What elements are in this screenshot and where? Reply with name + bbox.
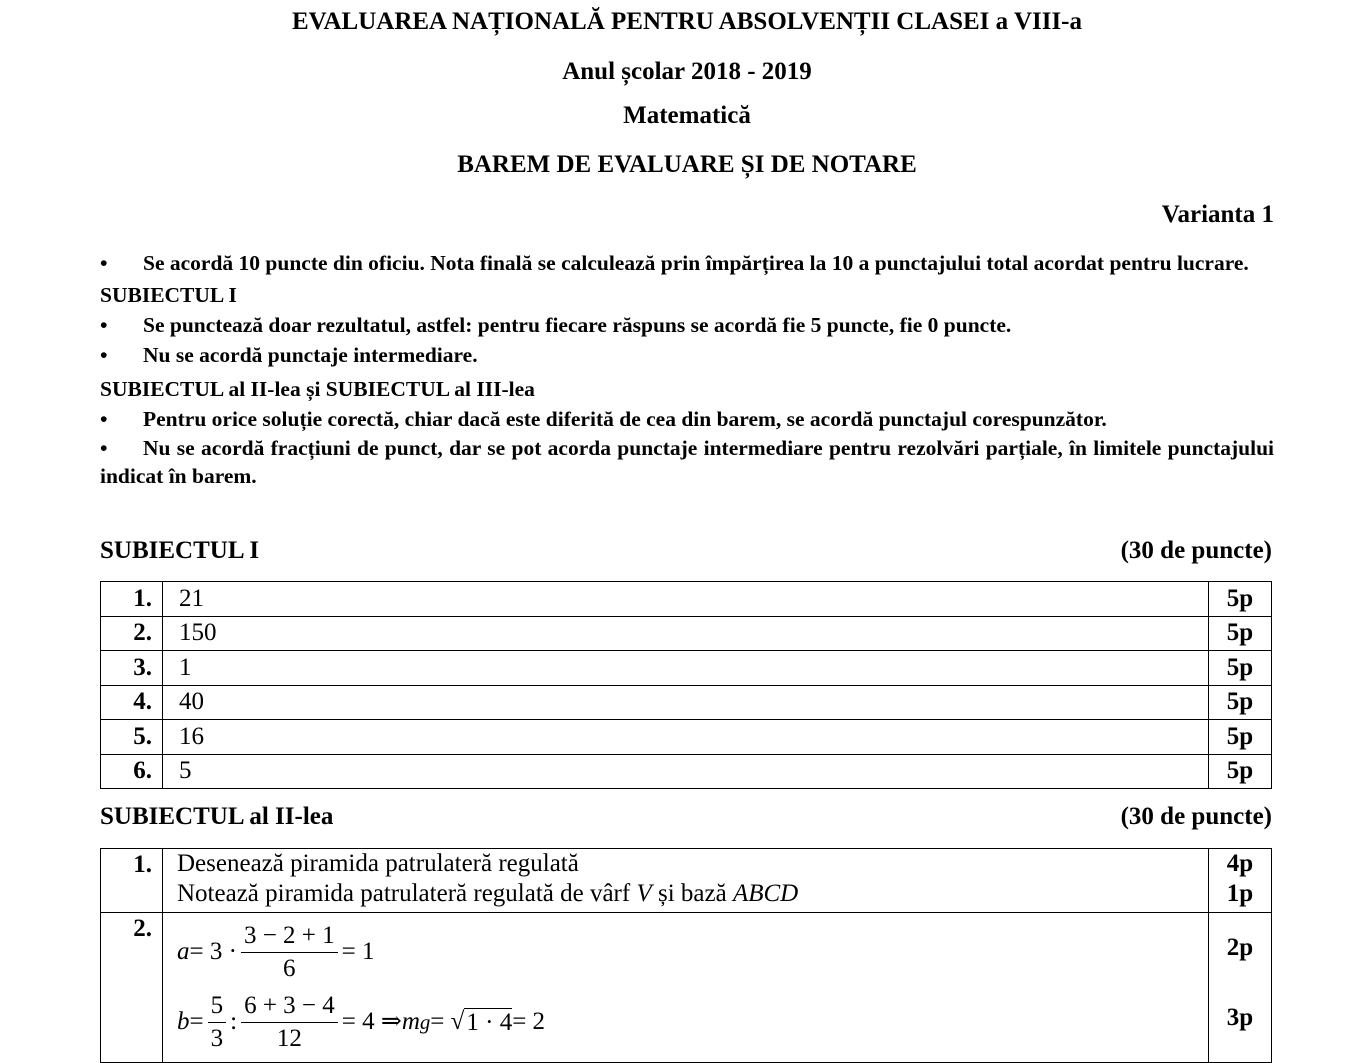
note-sub23-title: SUBIECTUL al II-lea și SUBIECTUL al III-lea <box>100 377 535 401</box>
item-points: 5p <box>1209 685 1272 720</box>
math-text: = 2 <box>512 1008 546 1035</box>
points-line: 3p <box>1226 1004 1254 1031</box>
math-text: = <box>189 1008 204 1035</box>
formula-b <box>177 987 1208 1057</box>
item-answer: 150 <box>163 616 1209 651</box>
item-number: 2. <box>101 913 163 1063</box>
item-number: 4. <box>101 685 163 720</box>
item-answer: 5 <box>163 754 1209 789</box>
bullet-icon: • <box>100 313 108 337</box>
fraction <box>241 990 338 1055</box>
formula-a <box>177 917 1208 987</box>
var-b: b <box>177 1008 190 1035</box>
item-points: 5p <box>1209 616 1272 651</box>
note-text: Pentru orice soluție corectă, chiar dacă este diferită de cea din barem, se acordă punctajul corespunzător. <box>143 407 1107 431</box>
variant-label: Varianta 1 <box>1161 201 1274 228</box>
note-sub1-bullet-2 <box>100 340 1274 370</box>
exam-title: EVALUAREA NAȚIONALĂ PENTRU ABSOLVENȚII CLASEI a VIII-a <box>291 8 1083 35</box>
section2-title: SUBIECTUL al II-lea <box>100 803 334 830</box>
section1-heading <box>100 537 1272 565</box>
item-answer <box>163 849 1209 913</box>
table-row <box>101 651 1272 686</box>
item-answer: 40 <box>163 685 1209 720</box>
item-number: 3. <box>101 651 163 686</box>
item-points <box>1209 913 1272 1063</box>
denominator: 3 <box>210 1024 224 1052</box>
table-row <box>101 582 1272 617</box>
note-text: Se punctează doar rezultatul, astfel: pentru fiecare răspuns se acordă fie 5 puncte, fie 0 puncte. <box>143 313 1012 337</box>
vertex-label: V <box>636 880 652 907</box>
item-answer: 1 <box>163 651 1209 686</box>
bullet-icon: • <box>100 436 108 460</box>
note-sub1-title: SUBIECTUL I <box>100 283 237 307</box>
section2-table <box>100 848 1272 1063</box>
answer-line <box>177 879 1208 909</box>
bullet-icon: • <box>100 407 108 431</box>
math-text: = √ <box>430 1008 465 1035</box>
math-text: = 4 ⇒ <box>341 1008 402 1035</box>
points-line: 1p <box>1226 880 1254 907</box>
note-sub23-bullet-1 <box>100 404 1274 434</box>
table-row <box>101 616 1272 651</box>
subject-name: Matematică <box>623 102 751 129</box>
table-row <box>101 685 1272 720</box>
note-sub23-bullet-2 <box>100 434 1274 490</box>
fraction <box>208 990 227 1055</box>
item-number: 5. <box>101 720 163 755</box>
var-a: a <box>177 938 190 965</box>
var-mg: m <box>401 1008 420 1035</box>
denominator: 12 <box>276 1024 302 1052</box>
subscript-g: g <box>419 1010 431 1034</box>
points-line: 4p <box>1226 850 1254 877</box>
note-sub1-bullet-1 <box>100 310 1274 340</box>
answer-line: Desenează piramida patrulateră regulată <box>177 850 579 877</box>
note-text: Se acordă 10 puncte din oficiu. Nota finală se calculează prin împărțirea la 10 a punctajului total acordat pentru lucrare. <box>143 251 1249 275</box>
table-row <box>101 849 1272 913</box>
item-points: 5p <box>1209 754 1272 789</box>
item-points: 5p <box>1209 651 1272 686</box>
numerator: 5 <box>208 990 227 1023</box>
bullet-icon: • <box>100 251 108 275</box>
item-number: 1. <box>101 582 163 617</box>
item-number: 2. <box>101 616 163 651</box>
note-text: Nu se acordă fracțiuni de punct, dar se pot acorda punctaje intermediare pentru rezolvări parțiale, în limitele punctajului indicat în barem. <box>100 436 1274 488</box>
item-number: 6. <box>101 754 163 789</box>
document-title: BAREM DE EVALUARE ȘI DE NOTARE <box>457 151 917 178</box>
fraction <box>241 920 338 985</box>
section1-points: (30 de puncte) <box>1120 537 1272 564</box>
answer-text: și bază <box>651 880 733 907</box>
denominator: 6 <box>283 954 296 982</box>
numerator: 3 − 2 + 1 <box>241 920 338 953</box>
school-year: Anul școlar 2018 - 2019 <box>562 58 812 85</box>
table-row <box>101 720 1272 755</box>
item-answer: 16 <box>163 720 1209 755</box>
answer-text: Notează piramida patrulateră regulată de vârf <box>177 880 637 907</box>
item-points: 5p <box>1209 582 1272 617</box>
table-row <box>101 754 1272 789</box>
item-number: 1. <box>101 849 163 913</box>
item-answer: 21 <box>163 582 1209 617</box>
numerator: 6 + 3 − 4 <box>241 990 338 1023</box>
section2-points: (30 de puncte) <box>1120 803 1272 830</box>
bullet-icon: • <box>100 343 108 367</box>
note-text: Nu se acordă punctaje intermediare. <box>143 343 478 367</box>
points-line: 2p <box>1226 934 1254 961</box>
table-row <box>101 913 1272 1063</box>
math-text: = 1 <box>341 938 375 965</box>
item-answer <box>163 913 1209 1063</box>
section1-table <box>100 581 1272 789</box>
section2-heading <box>100 803 1272 831</box>
section1-title: SUBIECTUL I <box>100 537 260 564</box>
item-points <box>1209 849 1272 913</box>
sqrt-radicand: 1 · 4 <box>466 1008 513 1036</box>
note-general <box>100 248 1274 278</box>
item-points: 5p <box>1209 720 1272 755</box>
base-label: ABCD <box>732 880 799 907</box>
grading-notes <box>100 248 1274 490</box>
math-text: : <box>230 1008 238 1035</box>
math-text: = 3 · <box>189 938 237 965</box>
